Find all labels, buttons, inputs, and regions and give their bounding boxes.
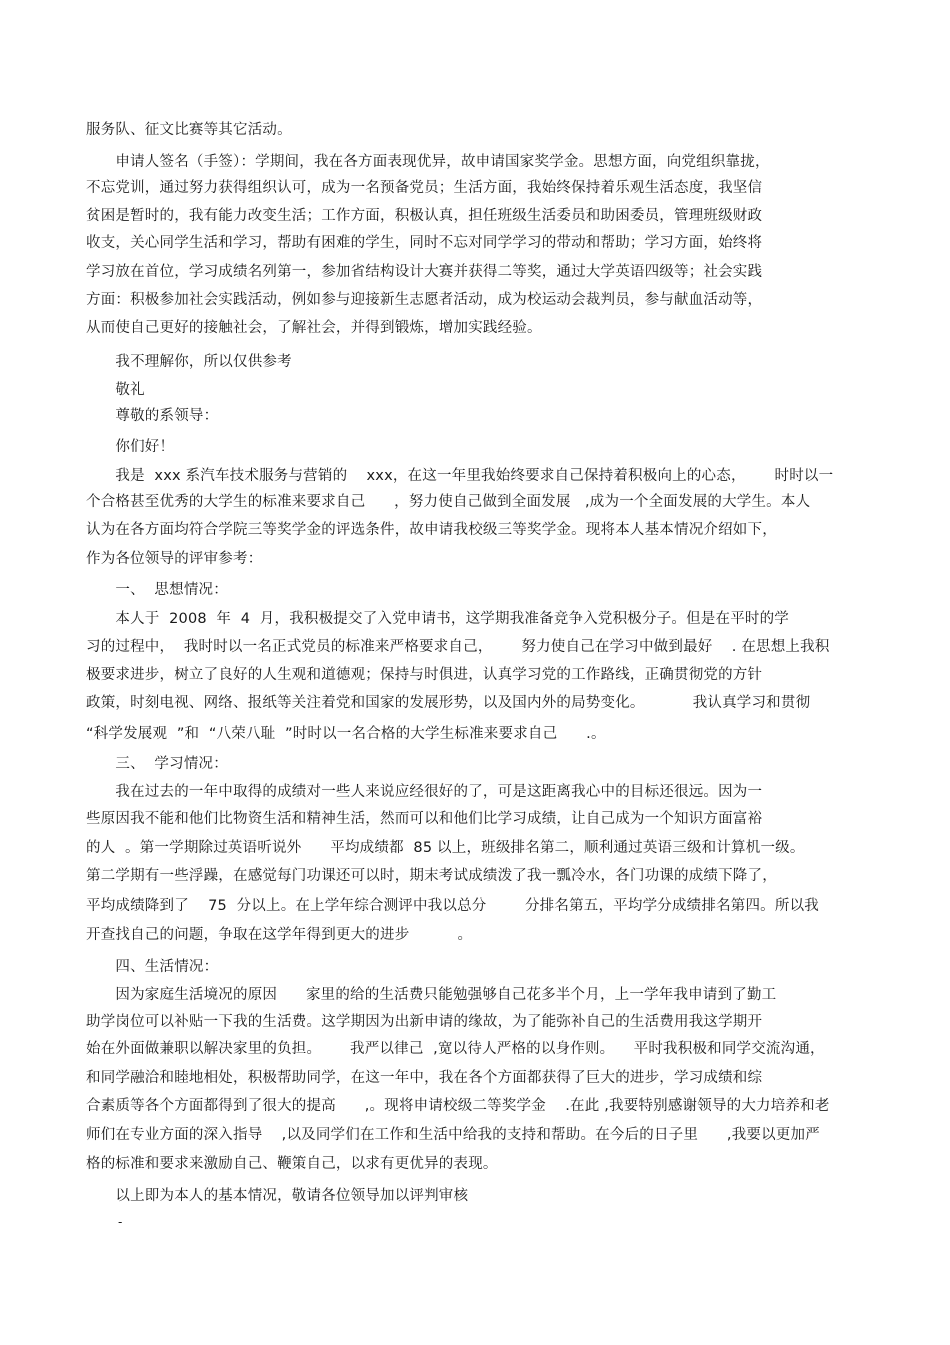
text-line: 方面：积极参加社会实践活动，例如参与迎接新生志愿者活动，成为校运动会裁判员，参与献血活动等， [86, 292, 763, 308]
text-line: 贫困是暂时的，我有能力改变生活；工作方面，积极认真，担任班级生活委员和助困委员，管理班级财政 [86, 208, 763, 224]
text-line: 不忘党训，通过努力获得组织认可，成为一名预备党员；生活方面，我始终保持着乐观生活态度，我坚信 [86, 180, 763, 196]
text-line: 平均成绩降到了 75 分以上。在上学年综合测评中我以总分 分排名第五，平均学分成绩排名第四。所以我 [86, 898, 819, 914]
text-line: 申请人签名（手签）：学期间，我在各方面表现优异，故申请国家奖学金。思想方面，向党组织靠拢， [86, 154, 770, 170]
text-line: 以上即为本人的基本情况，敬请各位领导加以评判审核 [86, 1188, 469, 1204]
text-line: 因为家庭生活境况的原因 家里的给的生活费只能勉强够自己花多半个月，上一学年我申请到了勤工 [86, 987, 777, 1003]
text-line: 本人于 2008 年 4 月，我积极提交了入党申请书，这学期我准备竞争入党积极分子。但是在平时的学 [86, 611, 789, 627]
text-line: 尊敬的系领导： [86, 408, 219, 424]
text-line: 合素质等各个方面都得到了很大的提高 ,。现将申请校级二等奖学金 .在此 ,我要特别感谢领导的大力培养和老 [86, 1098, 830, 1114]
text-line: 一、 思想情况： [86, 582, 228, 598]
text-line: 的人 。第一学期除过英语听说外 平均成绩都 85 以上，班级排名第二，顺利通过英语三级和计算机一级。 [86, 840, 805, 856]
text-line: 四、生活情况： [86, 959, 219, 975]
text-line: 学习放在首位，学习成绩名列第一，参加省结构设计大赛并获得二等奖，通过大学英语四级等；社会实践 [86, 264, 763, 280]
text-line: 认为在各方面均符合学院三等奖学金的评选条件，故申请我校级三等奖学金。现将本人基本情况介绍如下， [86, 522, 777, 538]
text-line: 三、 学习情况： [86, 756, 228, 772]
text-line: 我是 xxx 系汽车技术服务与营销的 xxx，在这一年里我始终要求自己保持着积极向上的心态， 时时以一 [86, 468, 834, 484]
text-line: 服务队、征文比赛等其它活动。 [86, 122, 292, 138]
text-line: 格的标准和要求来激励自己、鞭策自己，以求有更优异的表现。 [86, 1156, 498, 1172]
text-line: 始在外面做兼职以解决家里的负担。 我严以律己 ,宽以待人严格的以身作则。 平时我积极和同学交流沟通， [86, 1041, 825, 1057]
text-line: 第二学期有一些浮躁，在感觉每门功课还可以时，期末考试成绩泼了我一瓢冷水，各门功课的成绩下降了， [86, 868, 777, 884]
text-line: 助学岗位可以补贴一下我的生活费。这学期因为出新申请的缘故，为了能弥补自己的生活费用我这学期开 [86, 1014, 763, 1030]
text-line: 敬礼 [86, 382, 145, 398]
text-line: 从而使自己更好的接触社会，了解社会，并得到锻炼，增加实践经验。 [86, 320, 542, 336]
text-line: 作为各位领导的评审参考： [86, 551, 263, 567]
text-line: “科学发展观 ”和 “八荣八耻 ”时时以一名合格的大学生标准来要求自己 .。 [86, 726, 606, 742]
text-line: 师们在专业方面的深入指导 ,以及同学们在工作和生活中给我的支持和帮助。在今后的日子里 ,我要以更加严 [86, 1127, 820, 1143]
text-line: 政策，时刻电视、网络、报纸等关注着党和国家的发展形势，以及国内外的局势变化。 我认真学习和贯彻 [86, 695, 811, 711]
text-line: 和同学融洽和睦地相处，积极帮助同学，在这一年中，我在各个方面都获得了巨大的进步，学习成绩和综 [86, 1070, 763, 1086]
trailing-mark: - [118, 1215, 123, 1229]
text-line: 开查找自己的问题，争取在这学年得到更大的进步 。 [86, 927, 473, 943]
text-line: 你们好！ [86, 439, 175, 455]
text-line: 我在过去的一年中取得的成绩对一些人来说应经很好的了，可是这距离我心中的目标还很远。因为一 [86, 784, 763, 800]
text-line: 个合格甚至优秀的大学生的标准来要求自己 ，努力使自己做到全面发展 ,成为一个全面发展的大学生。本人 [86, 494, 811, 510]
text-line: 极要求进步，树立了良好的人生观和道德观；保持与时俱进，认真学习党的工作路线，正确贯彻党的方针 [86, 667, 763, 683]
text-line: 些原因我不能和他们比物资生活和精神生活，然而可以和他们比学习成绩，让自己成为一个知识方面富裕 [86, 811, 763, 827]
text-line: 习的过程中， 我时时以一名正式党员的标准来严格要求自己， 努力使自己在学习中做到最好 . 在思想上我积 [86, 639, 830, 655]
text-line: 我不理解你，所以仅供参考 [86, 354, 292, 370]
text-line: 收支，关心同学生活和学习，帮助有困难的学生，同时不忘对同学学习的带动和帮助；学习方面，始终将 [86, 235, 763, 251]
